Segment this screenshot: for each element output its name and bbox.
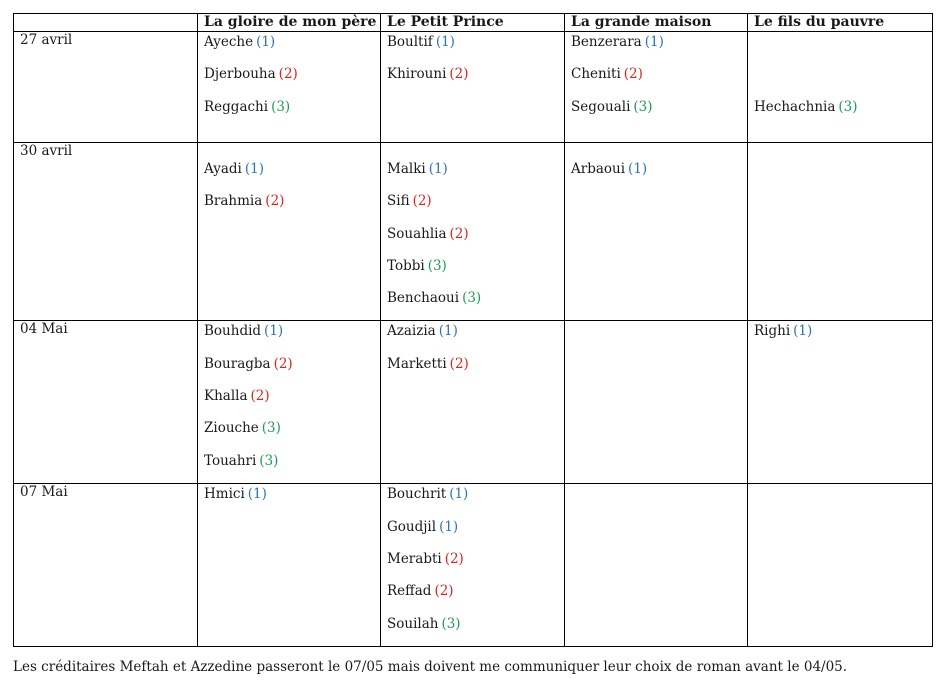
student-entry — [754, 64, 932, 96]
student-name: Brahmia — [204, 193, 263, 210]
student-name: Merabti — [387, 551, 442, 568]
student-name: Bouragba — [204, 355, 271, 372]
student-entry — [204, 64, 380, 96]
group-number: (2) — [449, 225, 469, 242]
student-entry — [204, 321, 380, 353]
table-row — [14, 32, 933, 143]
header-row — [14, 14, 933, 32]
student-entry — [387, 224, 564, 256]
schedule-cell — [381, 143, 565, 321]
schedule-cell — [381, 484, 565, 646]
schedule-cell — [565, 32, 748, 143]
schedule-cell — [748, 143, 933, 321]
group-number: (3) — [633, 98, 653, 115]
group-number: (1) — [435, 34, 455, 50]
student-entry — [387, 191, 564, 223]
group-number: (2) — [273, 355, 293, 372]
group-number: (1) — [438, 323, 458, 340]
student-entry — [387, 517, 564, 549]
student-name: Arbaoui — [571, 161, 626, 177]
schedule-cell — [748, 32, 933, 143]
group-number: (2) — [412, 193, 432, 210]
schedule-cell — [565, 484, 748, 646]
student-name: Tobbi — [387, 257, 425, 274]
group-number: (3) — [259, 452, 279, 469]
student-name: Malki — [387, 161, 426, 177]
group-number: (2) — [623, 66, 643, 83]
schedule-cell — [565, 143, 748, 321]
group-number: (1) — [793, 323, 813, 340]
schedule-cell — [198, 484, 381, 646]
schedule-cell — [198, 321, 381, 484]
student-name: Cheniti — [571, 66, 621, 83]
schedule-cell — [565, 321, 748, 484]
student-entry — [387, 288, 564, 320]
student-name: Ayadi — [204, 161, 242, 177]
footnote: Les créditaires Meftah et Azzedine passeront le 07/05 mais doivent me communiquer leur choix de roman avant le 04/05. — [13, 659, 848, 675]
group-number: (2) — [278, 66, 298, 83]
student-entry — [204, 159, 380, 191]
student-entry — [571, 32, 747, 64]
student-entry — [204, 484, 380, 516]
student-entry — [571, 64, 747, 96]
schedule-cell — [198, 32, 381, 143]
student-name: Benzerara — [571, 34, 642, 50]
student-name: Ayeche — [204, 34, 254, 50]
group-number: (1) — [256, 34, 276, 50]
student-name: Hmici — [204, 486, 245, 503]
student-entry — [387, 64, 564, 96]
student-name: Souilah — [387, 615, 439, 632]
student-name: Goudjil — [387, 518, 437, 535]
student-name: Khirouni — [387, 66, 447, 83]
group-number: (1) — [247, 486, 267, 503]
schedule-cell — [748, 321, 933, 484]
group-number: (2) — [265, 193, 285, 210]
header-book-1: La gloire de mon père — [198, 14, 381, 32]
student-name: Boultif — [387, 34, 433, 50]
schedule-body — [14, 32, 933, 647]
student-entry — [571, 97, 747, 129]
student-name: Hechachnia — [754, 98, 836, 115]
student-entry — [387, 354, 564, 386]
date-cell: 07 Mai — [14, 484, 198, 646]
student-entry — [387, 549, 564, 581]
student-entry — [387, 581, 564, 613]
group-number: (1) — [628, 161, 648, 177]
table-row — [14, 321, 933, 484]
student-entry — [387, 321, 564, 353]
group-number: (2) — [434, 583, 454, 600]
student-entry — [387, 256, 564, 288]
group-number: (3) — [441, 615, 461, 632]
student-name: Righi — [754, 323, 791, 340]
student-name: Sifi — [387, 193, 410, 210]
student-name: Reffad — [387, 583, 432, 600]
group-number: (2) — [449, 355, 469, 372]
schedule-table — [13, 13, 933, 647]
student-entry — [754, 97, 932, 129]
group-number: (2) — [444, 551, 464, 568]
group-number: (1) — [244, 161, 264, 177]
schedule-cell — [198, 143, 381, 321]
student-entry — [204, 451, 380, 483]
date-cell: 30 avril — [14, 143, 198, 321]
group-number: (1) — [644, 34, 664, 50]
student-entry — [204, 97, 380, 129]
group-number: (3) — [261, 420, 281, 437]
student-entry — [204, 418, 380, 450]
group-number: (2) — [250, 388, 270, 405]
student-entry — [387, 32, 564, 64]
student-name: Touahri — [204, 452, 257, 469]
student-name: Marketti — [387, 355, 447, 372]
student-name: Segouali — [571, 98, 631, 115]
schedule-cell — [748, 484, 933, 646]
group-number: (2) — [449, 66, 469, 83]
group-number: (3) — [427, 257, 447, 274]
student-entry — [204, 386, 380, 418]
student-entry — [754, 321, 932, 353]
header-date-column — [14, 14, 198, 32]
student-entry — [571, 159, 747, 191]
student-name: Reggachi — [204, 98, 269, 115]
date-cell: 04 Mai — [14, 321, 198, 484]
group-number: (1) — [439, 518, 459, 535]
group-number: (3) — [271, 98, 291, 115]
table-row — [14, 143, 933, 321]
student-entry — [387, 159, 564, 191]
student-entry — [204, 191, 380, 223]
student-name: Bouchrit — [387, 486, 447, 503]
student-entry — [387, 484, 564, 516]
student-entry — [204, 32, 380, 64]
group-number: (1) — [449, 486, 469, 503]
date-cell: 27 avril — [14, 32, 198, 143]
schedule-cell — [381, 321, 565, 484]
group-number: (1) — [264, 323, 284, 340]
header-book-4: Le fils du pauvre — [748, 14, 933, 32]
student-entry — [387, 614, 564, 646]
student-name: Benchaoui — [387, 290, 460, 307]
student-name: Ziouche — [204, 420, 259, 437]
student-entry — [204, 354, 380, 386]
student-name: Souahlia — [387, 225, 447, 242]
student-entry — [754, 32, 932, 64]
student-name: Djerbouha — [204, 66, 276, 83]
header-book-3: La grande maison — [565, 14, 748, 32]
group-number: (3) — [838, 98, 858, 115]
schedule-cell — [381, 32, 565, 143]
group-number: (3) — [462, 290, 482, 307]
student-name: Azaizia — [387, 323, 436, 340]
group-number: (1) — [428, 161, 448, 177]
student-name: Khalla — [204, 388, 248, 405]
table-row — [14, 484, 933, 646]
header-book-2: Le Petit Prince — [381, 14, 565, 32]
student-name: Bouhdid — [204, 323, 262, 340]
